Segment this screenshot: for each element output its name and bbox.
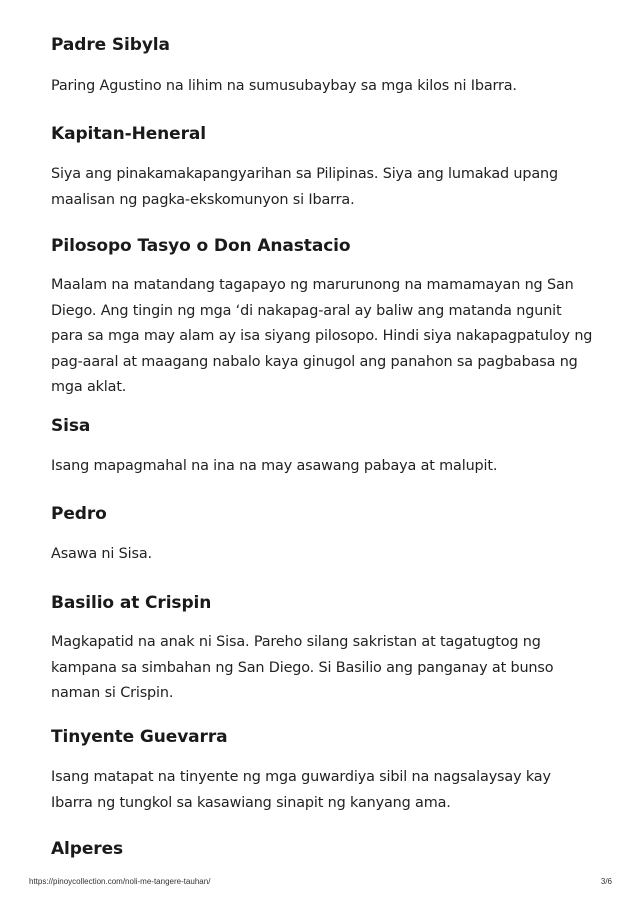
character-description-line: mga aklat. [51,379,127,395]
character-heading: Padre Sibyla [51,35,170,55]
source-url-link[interactable]: https://pinoycollection.com/noli-me-tangere-tauhan/ [29,877,211,886]
character-heading: Pedro [51,504,107,524]
character-description-line: Diego. Ang tingin ng mga ‘di nakapag-aral ay baliw ang matanda ngunit [51,302,562,319]
character-description-line: naman si Crispin. [51,685,174,701]
character-description-line: Siya ang pinakamakapangyarihan sa Pilipinas. Siya ang lumakad upang [51,166,558,182]
character-description-line: para sa mga may alam ay isa siyang pilosopo. Hindi siya nakapagpatuloy ng [51,328,593,344]
character-description-line: Maalam na matandang tagapayo ng marurunong na mamamayan ng San [51,277,574,293]
character-heading: Kapitan-Heneral [51,124,206,144]
character-description-line: maalisan ng pagka-ekskomunyon si Ibarra. [51,191,355,208]
character-description-line: Isang mapagmahal na ina na may asawang pabaya at malupit. [51,458,498,474]
character-description-line: Ibarra ng tungkol sa kasawiang sinapit ng kanyang ama. [51,794,451,811]
character-entry [51,34,170,56]
character-heading: Pilosopo Tasyo o Don Anastacio [51,236,351,256]
character-description-line: Paring Agustino na lihim na sumusubaybay sa mga kilos ni Ibarra. [51,78,517,94]
character-description-line: Isang matapat na tinyente ng mga guwardiya sibil na nagsalaysay kay [51,769,551,785]
character-heading: Alperes [51,839,124,859]
page-footer [29,877,612,891]
character-description-line: Asawa ni Sisa. [51,546,152,562]
character-description-line: Magkapatid na anak ni Sisa. Pareho silang sakristan at tagatugtog ng [51,634,541,650]
page-number: 3/6 [600,877,612,886]
character-description-line: kampana sa simbahan ng San Diego. Si Basilio ang panganay at bunso [51,659,554,676]
character-heading: Basilio at Crispin [51,593,212,613]
character-heading: Sisa [51,416,91,436]
character-description-line: pag-aaral at maagang nabalo kaya ginugol ang panahon sa pagbabasa ng [51,353,578,370]
character-heading: Tinyente Guevarra [51,727,228,747]
